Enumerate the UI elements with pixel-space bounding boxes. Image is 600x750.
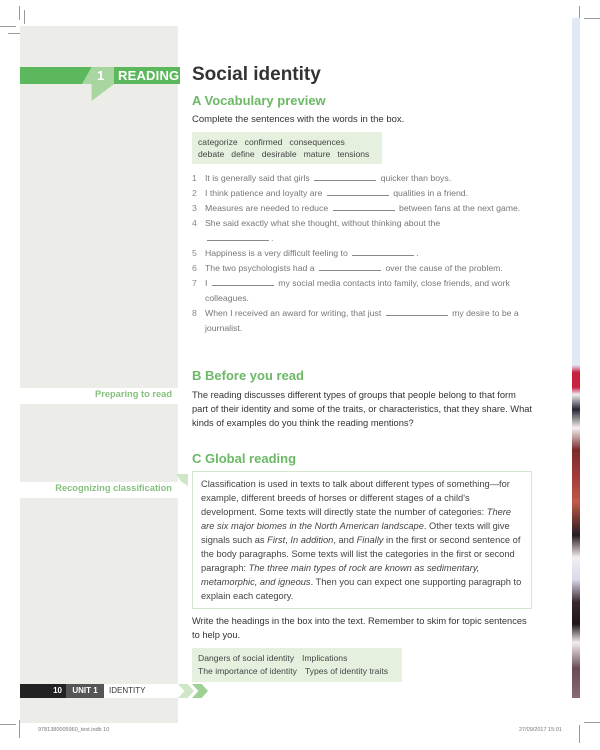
question-text: I	[205, 278, 208, 288]
sidebar-column	[20, 26, 178, 723]
crop-mark	[19, 6, 20, 20]
question-text: The two psychologists had a	[205, 263, 315, 273]
signal-word: In addition	[290, 535, 334, 545]
word: debate	[198, 149, 225, 159]
question-text: She said exactly what she thought, without thinking about the	[205, 218, 441, 228]
answer-blank[interactable]	[212, 276, 274, 286]
section-label: READING	[118, 68, 180, 83]
question-number: 6	[192, 263, 197, 273]
word: desirable	[261, 149, 297, 159]
question-item	[192, 186, 527, 201]
question-text: qualities in a friend.	[393, 188, 469, 198]
page-number: 10	[20, 684, 66, 698]
question-text: quicker than boys.	[380, 173, 452, 183]
info-text: . Then you can expect one supporting paragraph to explain each category.	[201, 577, 522, 601]
heading-option: The importance of identity	[198, 666, 297, 676]
info-text: in the first or second sentence of the body paragraphs. Some texts will list the categories in the first or second paragraph:	[201, 535, 521, 573]
answer-blank[interactable]	[207, 231, 269, 241]
signal-word: First	[267, 535, 286, 545]
question-item	[192, 216, 527, 246]
question-number: 3	[192, 203, 197, 213]
answer-blank[interactable]	[352, 246, 414, 256]
crop-mark	[584, 722, 600, 723]
question-list	[192, 171, 527, 336]
question-number: 2	[192, 188, 197, 198]
question-text: over the cause of the problem.	[385, 263, 503, 273]
section-b-heading: B Before you read	[192, 368, 304, 383]
answer-blank[interactable]	[314, 171, 376, 181]
unit-label: UNIT 1	[66, 684, 104, 698]
info-text: ,	[285, 535, 291, 545]
crop-mark	[0, 724, 16, 725]
unit-number: 1	[97, 68, 105, 83]
question-text: .	[271, 233, 274, 243]
word: define	[231, 149, 255, 159]
question-number: 7	[192, 278, 197, 288]
question-number: 4	[192, 218, 197, 228]
section-c-heading: C Global reading	[192, 451, 297, 466]
question-text: I think patience and loyalty are	[205, 188, 323, 198]
info-text: , and	[333, 535, 357, 545]
chevron-right-icon	[192, 684, 208, 698]
heading-option: Types of identity traits	[304, 666, 388, 676]
unit-name: IDENTITY	[104, 684, 184, 698]
question-text: Measures are needed to reduce	[205, 203, 329, 213]
crop-mark	[579, 725, 580, 743]
answer-blank[interactable]	[333, 201, 395, 211]
crop-mark	[8, 33, 20, 34]
crop-mark	[24, 10, 25, 24]
photo-edge-image	[572, 328, 580, 698]
side-label-preparing: Preparing to read	[95, 389, 172, 399]
question-item	[192, 201, 527, 216]
vocabulary-word-box	[192, 132, 382, 164]
question-text: between fans at the next game.	[399, 203, 521, 213]
signal-word: Finally	[356, 535, 384, 545]
side-label-recognizing: Recognizing classification	[55, 483, 172, 493]
crop-mark	[584, 18, 600, 19]
answer-blank[interactable]	[386, 306, 448, 316]
info-example: The three main types of rock are known as sedimentary, metamorphic, and igneous	[201, 563, 480, 587]
heading-option: Dangers of social identity	[198, 653, 295, 663]
page-edge-strip	[572, 18, 580, 328]
answer-blank[interactable]	[327, 186, 389, 196]
page-footer	[20, 684, 184, 698]
word: consequences	[289, 137, 345, 147]
info-text: . Other texts will give signals such as	[201, 521, 510, 545]
question-item	[192, 246, 527, 261]
crop-mark	[0, 26, 16, 27]
word: mature	[303, 149, 331, 159]
question-item	[192, 261, 527, 276]
question-text: It is generally said that girls	[205, 173, 310, 183]
question-item	[192, 276, 527, 306]
word: tensions	[337, 149, 370, 159]
page-title: Social identity	[192, 64, 321, 85]
question-text: Happiness is a very difficult feeling to	[205, 248, 348, 258]
strategy-info-box	[192, 471, 532, 609]
question-text: my social media contacts into family, close friends, and work colleagues.	[205, 278, 510, 303]
section-a-instruction: Complete the sentences with the words in the box.	[192, 114, 405, 125]
question-number: 1	[192, 173, 197, 183]
word: confirmed	[244, 137, 283, 147]
question-number: 8	[192, 308, 197, 318]
heading-option: Implications	[302, 653, 348, 663]
section-a-heading: A Vocabulary preview	[192, 93, 326, 108]
question-text: .	[416, 248, 419, 258]
answer-blank[interactable]	[319, 261, 381, 271]
question-item	[192, 306, 527, 336]
question-text: my desire to be a journalist.	[205, 308, 519, 333]
question-text: When I received an award for writing, that just	[205, 308, 382, 318]
section-b-body: The reading discusses different types of groups that people belong to that form part of their identity and some of the traits, or characteristics, that they share. What kinds of examples do you think the reading mentions?	[192, 390, 533, 428]
section-c-instruction: Write the headings in the box into the text. Remember to skim for topic sentences to help you.	[192, 616, 527, 640]
word: categorize	[198, 137, 238, 147]
print-slug-file: 9781380005960_text.indb 10	[38, 727, 110, 733]
info-example: There are six major biomes in the North American landscape	[201, 507, 512, 531]
info-text: Classification is used in texts to talk about different types of something—for example, different breeds of horses or different stages of a child's development. Some texts will directly state the number of categories:	[201, 479, 510, 517]
print-slug-date: 27/09/2017 15:01	[519, 727, 562, 733]
question-item	[192, 171, 527, 186]
headings-box	[192, 648, 402, 682]
question-number: 5	[192, 248, 197, 258]
